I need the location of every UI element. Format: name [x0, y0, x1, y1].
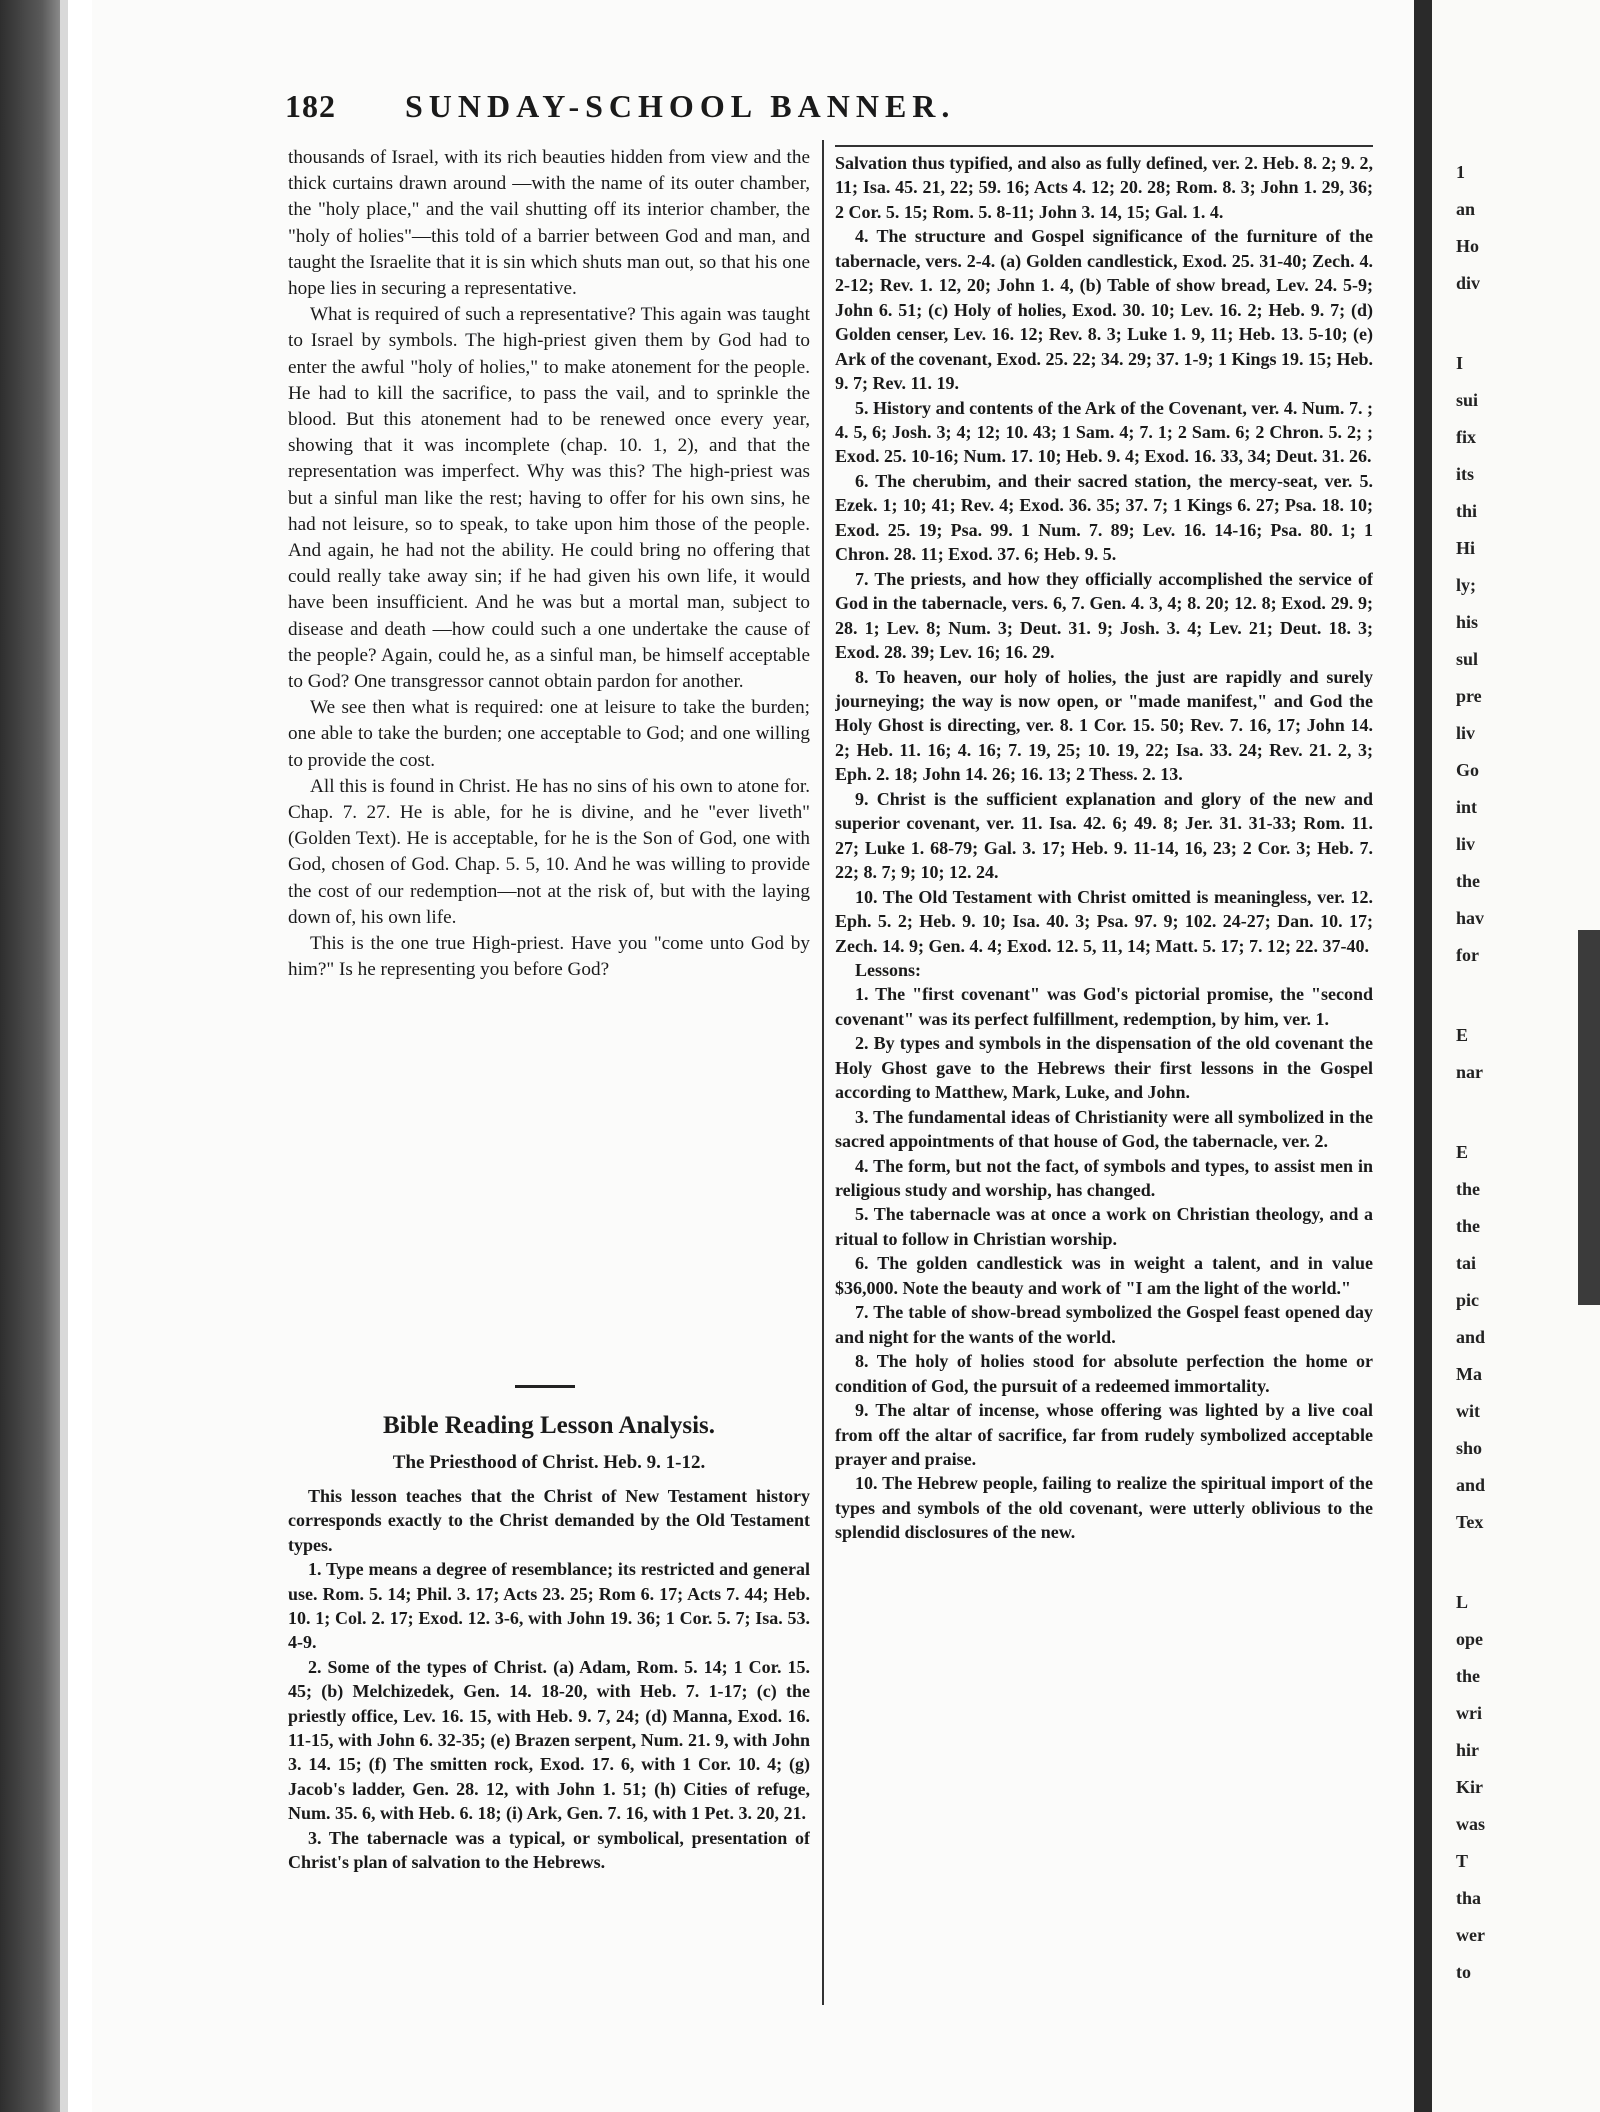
- paragraph: 10. The Old Testament with Christ omitted is meaningless, ver. 12. Eph. 5. 2; Heb. 9. 10; Isa. 40. 3; Psa. 97. 9; 102. 24-27; Dan. 10. 17; Zech. 14. 9; Gen. 4. 4; Exod. 12. 5, 11, 14; Matt. 5. 17; 7. 12; 22. 37-40.: [835, 886, 1373, 956]
- facing-page-fragment: hav: [1456, 908, 1485, 928]
- lesson-item: 7. The table of show-bread symbolized the Gospel feast opened day and night for the wants of the world.: [835, 1302, 1373, 1347]
- facing-page-image: [1578, 930, 1600, 1305]
- page-header: [192, 88, 1372, 138]
- facing-page-fragment: wer: [1456, 1925, 1485, 1945]
- facing-page-fragment: div: [1456, 273, 1481, 293]
- facing-page-fragment: and: [1456, 1475, 1486, 1495]
- facing-page-fragment: pre: [1456, 686, 1482, 706]
- paragraph: 8. To heaven, our holy of holies, the just are rapidly and surely journeying; the way is now open, or "made manifest," and God the Holy Ghost is directing, ver. 8. 1 Cor. 15. 50; Rev. 7. 16, 17; John 14. 2; Heb. 11. 16; 4. 16; 7. 19, 25; 10. 19, 22; Isa. 33. 24; Rev. 21. 2, 3; Eph. 2. 18; John 14. 26; 16. 13; 2 Thess. 2. 13.: [835, 666, 1373, 785]
- lesson-item: 3. The fundamental ideas of Christianity were all symbolized in the sacred appointments of that house of God, the tabernacle, ver. 2.: [835, 1106, 1373, 1152]
- facing-page-fragment: an: [1456, 199, 1476, 219]
- facing-page-fragment: E: [1456, 1025, 1469, 1045]
- paragraph: We see then what is required: one at leisure to take the burden; one able to take the burden; one acceptable to God; and one willing to provide the cost.: [288, 697, 810, 771]
- facing-page-fragment: the: [1456, 871, 1480, 891]
- facing-page-fragment: and: [1456, 1327, 1486, 1347]
- section-divider: [515, 1385, 575, 1388]
- facing-page-fragment: Hi: [1456, 538, 1476, 558]
- facing-page-fragment: the: [1456, 1666, 1480, 1686]
- paragraph: This lesson teaches that the Christ of New Testament history corresponds exactly to the Christ demanded by the Old Testament types.: [288, 1486, 810, 1555]
- page-edge: [60, 0, 68, 2112]
- lesson-item: 1. The "first covenant" was God's pictorial promise, the "second covenant" was its perfect fulfillment, redemption, by him, ver. 1.: [835, 984, 1373, 1029]
- lesson-item: 4. The form, but not the fact, of symbols and types, to assist men in religious study and worship, has changed.: [835, 1155, 1373, 1201]
- facing-page-fragment: 1: [1456, 162, 1465, 182]
- facing-page-fragment: the: [1456, 1216, 1480, 1236]
- facing-page-fragment: liv: [1456, 723, 1476, 743]
- paragraph: 5. History and contents of the Ark of the Covenant, ver. 4. Num. 7. ; 4. 5, 6; Josh. 3; 4; 12; 10. 43; 1 Sam. 4; 7. 1; 2 Sam. 6; 2 Chron. 5. 2; ; Exod. 25. 10-16; Num. 17. 10; Heb. 9. 4; Exod. 16. 33, 34; Deut. 31. 26.: [835, 397, 1373, 467]
- facing-page-fragment: Ho: [1456, 236, 1480, 256]
- facing-page-fragment: Ma: [1456, 1364, 1482, 1384]
- paragraph: 1. Type means a degree of resemblance; its restricted and general use. Rom. 5. 14; Phil. 3. 17; Acts 23. 25; Rom 6. 17; Acts 7. 44; Heb. 10. 1; Col. 2. 17; Exod. 12. 3-6, with John 19. 36; 1 Cor. 5. 7; Isa. 53. 4-9.: [288, 1559, 810, 1653]
- lesson-item: 10. The Hebrew people, failing to realize the spiritual import of the types and symbols of the old covenant, were utterly oblivious to the splendid disclosures of the new.: [835, 1473, 1373, 1543]
- facing-page-fragment: tha: [1456, 1888, 1482, 1908]
- facing-page-fragment: ly;: [1456, 575, 1476, 595]
- facing-page-fragment: T: [1456, 1851, 1469, 1871]
- facing-page-fragment: pic: [1456, 1290, 1480, 1310]
- facing-page-fragment: for: [1456, 945, 1479, 965]
- facing-page-fragment: I: [1456, 353, 1464, 373]
- lesson-item: 5. The tabernacle was at once a work on Christian theology, and a ritual to follow in Christian worship.: [835, 1204, 1373, 1249]
- facing-page-fragment: sui: [1456, 390, 1479, 410]
- paragraph: 4. The structure and Gospel significance of the furniture of the tabernacle, vers. 2-4. (a) Golden candlestick, Exod. 25. 31-40; Zech. 4. 2-12; Rev. 1. 12, 20; John 1. 4, (b) Table of show bread, Lev. 24. 5-9; John 6. 51; (c) Holy of holies, Exod. 30. 10; Lev. 16. 2; Heb. 9. 7; (d) Golden censer, Lev. 16. 12; Rev. 8. 3; Luke 1. 9, 11; Heb. 13. 5-10; (e) Ark of the covenant, Exod. 25. 22; 34. 29; 37. 1-9; 1 Kings 19. 15; Heb. 9. 7; Rev. 11. 19.: [835, 226, 1373, 394]
- facing-page-fragment: E: [1456, 1142, 1469, 1162]
- section-heading: Bible Reading Lesson Analysis.: [382, 1412, 716, 1439]
- facing-page-fragment: hir: [1456, 1740, 1480, 1760]
- lesson-item: 6. The golden candlestick was in weight a talent, and in value $36,000. Note the beauty and work of "I am the light of the world.": [835, 1253, 1373, 1298]
- right-column: [835, 145, 1373, 1971]
- facing-page-fragment: the: [1456, 1179, 1480, 1199]
- facing-page-fragment: ope: [1456, 1629, 1483, 1649]
- paragraph: All this is found in Christ. He has no sins of his own to atone for. Chap. 7. 27. He is able, for he is divine, and he "ever liveth" (Golden Text). He is acceptable, for he is the Son of God, one with God, chosen of God. Chap. 5. 5, 10. And he was willing to provide the cost of our redemption—not at the risk of, but with the laying down of, his own life.: [288, 775, 810, 928]
- paragraph: Salvation thus typified, and also as fully defined, ver. 2. Heb. 8. 2; 9. 2, 11; Isa. 45. 21, 22; 59. 16; Acts 4. 12; 20. 28; Rom. 8. 3; John 1. 29, 36; 2 Cor. 5. 15; Rom. 5. 8-11; John 3. 14, 15; Gal. 1. 4.: [835, 153, 1373, 222]
- lesson-item: 2. By types and symbols in the dispensation of the old covenant the Holy Ghost gave to the Hebrews their first lessons in the Gospel according to Matthew, Mark, Luke, and John.: [835, 1033, 1373, 1103]
- facing-page-fragment: sul: [1456, 649, 1479, 669]
- column-rule: [822, 140, 824, 2005]
- facing-page-fragment: to: [1456, 1962, 1471, 1982]
- paragraph: 2. Some of the types of Christ. (a) Adam, Rom. 5. 14; 1 Cor. 15. 45; (b) Melchizedek, Gen. 14. 18-20, with Heb. 7. 1-17; (c) the priestly office, Lev. 16. 15, with Heb. 9. 7, 24; (d) Manna, Exod. 16. 11-15, with John 6. 32-35; (e) Brazen serpent, Num. 21. 9, with John 3. 14. 15; (f) The smitten rock, Exod. 17. 6, with 1 Cor. 10. 4; (g) Jacob's ladder, Gen. 28. 12, with John 1. 51; (h) Cities of refuge, Num. 35. 6, with Heb. 6. 18; (i) Ark, Gen. 7. 16, with 1 Pet. 3. 20, 21.: [288, 1656, 810, 1824]
- lesson-item: 9. The altar of incense, whose offering was lighted by a live coal from off the altar of sacrifice, far from rudely symbolized acceptable prayer and praise.: [835, 1400, 1373, 1470]
- paragraph: 3. The tabernacle was a typical, or symbolical, presentation of Christ's plan of salvation to the Hebrews.: [288, 1827, 810, 1873]
- facing-page-fragment: liv: [1456, 834, 1476, 854]
- paragraph: 9. Christ is the sufficient explanation and glory of the new and superior covenant, ver. 11. Isa. 42. 6; 49. 8; Jer. 31. 31-33; Rom. 11. 27; Luke 1. 68-79; Gal. 3. 17; Heb. 9. 11-14, 16, 23; 2 Cor. 3; Heb. 7. 22; 8. 7; 9; 10; 12. 24.: [835, 788, 1373, 883]
- paragraph: thousands of Israel, with its rich beauties hidden from view and the thick curtains drawn around —with the name of its outer chamber, the "holy place," and the vail shutting off its interior chamber, the "holy of holies"—this told of a barrier between God and man, and taught the Israelite that it is sin which shuts man out, so that his one hope lies in securing a representative.: [288, 147, 810, 300]
- facing-page-fragment: int: [1456, 797, 1478, 817]
- facing-page-fragment: fix: [1456, 427, 1476, 447]
- facing-page-fragment: wit: [1456, 1401, 1480, 1421]
- facing-page-fragment: Tex: [1456, 1512, 1484, 1532]
- facing-page-fragment: wri: [1456, 1703, 1482, 1723]
- lesson-item: 8. The holy of holies stood for absolute perfection the home or condition of God, the pursuit of a redeemed immortality.: [835, 1351, 1373, 1396]
- facing-page-fragment: sho: [1456, 1438, 1483, 1458]
- book-binding-shadow: [0, 0, 60, 2112]
- running-title: SUNDAY-SCHOOL BANNER.: [405, 88, 956, 124]
- book-gutter: [1414, 0, 1432, 2112]
- section-subheading: The Priesthood of Christ. Heb. 9. 1-12.: [392, 1452, 706, 1473]
- paragraph: This is the one true High-priest. Have you "come unto God by him?" Is he representing you before God?: [288, 933, 810, 981]
- facing-page-fragment: thi: [1456, 501, 1478, 521]
- facing-page-fragment: was: [1456, 1814, 1486, 1834]
- paragraph: What is required of such a representative? This again was taught to Israel by symbols. The high-priest given them by God had to enter the awful "holy of holies," to make atonement for the people. He had to kill the sacrifice, to pass the vail, and to sprinkle the blood. But this atonement had to be renewed once every year, showing that it was incomplete (chap. 10. 1, 2), and that the representation was imperfect. Why was this? The high-priest was but a sinful man like the rest; having to offer for his own sins, he had not leisure, so to speak, to take upon him those of the people. And again, he had not the ability. He could bring no offering that could really take away sin; if he had given his own life, it would have been insufficient. And he was but a mortal man, subject to disease and death —how could such a one undertake the cause of the people? Again, could he, as a sinful man, be himself acceptable to God? One transgressor cannot obtain pardon for another.: [288, 304, 810, 693]
- facing-page-fragment: L: [1456, 1592, 1469, 1612]
- facing-page-fragment: its: [1456, 464, 1474, 484]
- page-number: 182: [285, 88, 336, 124]
- facing-page-fragment: Kir: [1456, 1777, 1483, 1797]
- paragraph: 7. The priests, and how they officially accomplished the service of God in the tabernacle, vers. 6, 7. Gen. 4. 3, 4; 8. 20; 12. 8; Exod. 29. 9; 28. 1; Lev. 8; Num. 3; Deut. 31. 9; Josh. 3. 4; Lev. 21; Deut. 18. 3; Exod. 28. 39; Lev. 16; 16. 29.: [835, 568, 1373, 663]
- facing-page-fragment: Go: [1456, 760, 1480, 780]
- facing-page-fragment: his: [1456, 612, 1479, 632]
- paragraph: 6. The cherubim, and their sacred station, the mercy-seat, ver. 5. Ezek. 1; 10; 41; Rev. 4; Exod. 36. 35; 37. 7; 1 Kings 6. 27; Psa. 18. 10; Exod. 25. 19; Psa. 99. 1 Num. 7. 89; Lev. 16. 14-16; Psa. 80. 1; 1 Chron. 28. 11; Exod. 37. 6; Heb. 9. 5.: [835, 470, 1373, 565]
- facing-page-fragment: tai: [1456, 1253, 1476, 1273]
- facing-page-fragment: nar: [1456, 1062, 1483, 1082]
- analysis-text: [288, 1484, 810, 2004]
- lessons-heading: Lessons:: [855, 959, 922, 980]
